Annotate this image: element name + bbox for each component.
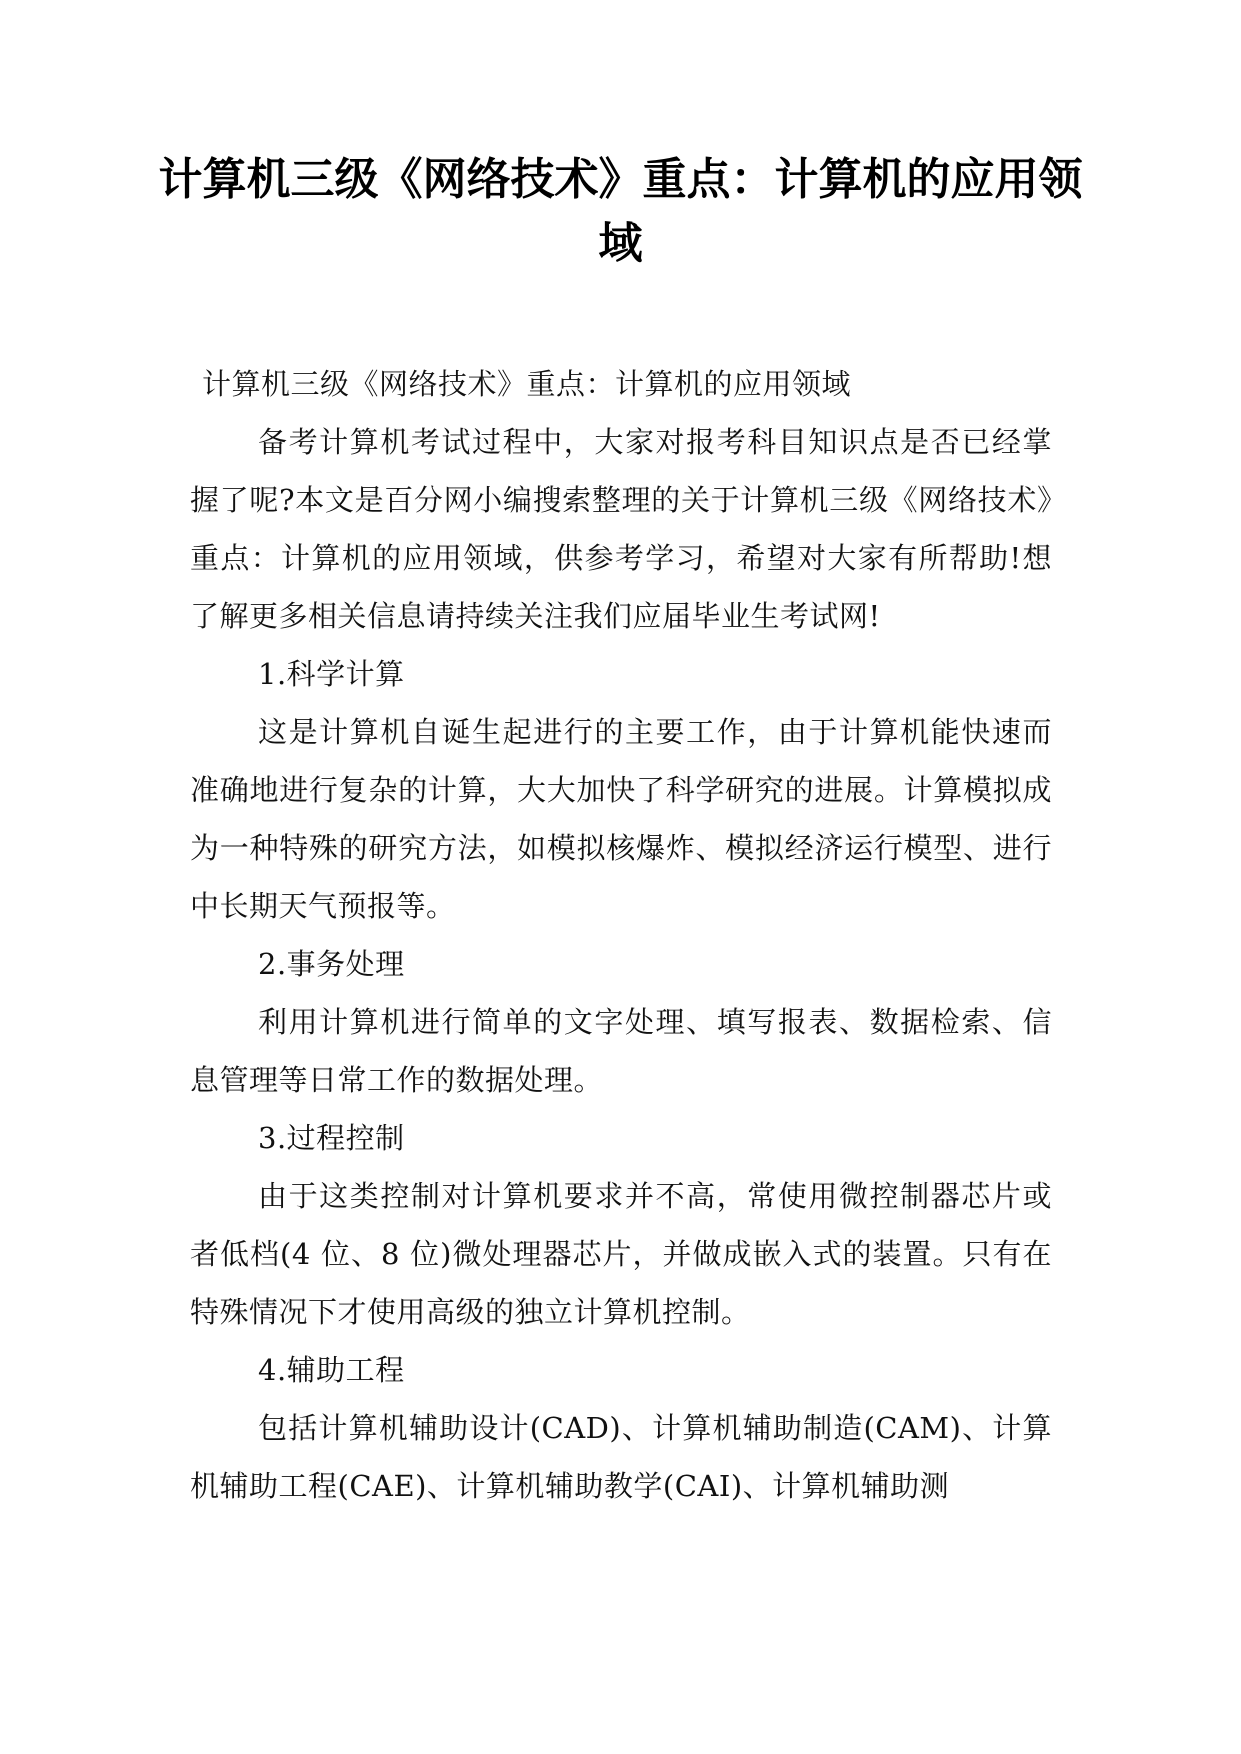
section-heading-transaction-processing: 2.事务处理 (258, 947, 405, 981)
section-heading-scientific-computing: 1.科学计算 (258, 657, 405, 691)
section-paragraph-aided-engineering: 包括计算机辅助设计(CAD)、计算机辅助制造(CAM)、计算机辅助工程(CAE)、计算机辅助教学(CAI)、计算机辅助测 (190, 1411, 1052, 1503)
section-paragraph-scientific-computing: 这是计算机自诞生起进行的主要工作，由于计算机能快速而准确地进行复杂的计算，大大加快了科学研究的进展。计算模拟成为一种特殊的研究方法，如模拟核爆炸、模拟经济运行模型、进行中长期天气预报等。 (190, 715, 1052, 923)
document-body (190, 355, 1052, 1515)
intro-paragraph: 备考计算机考试过程中，大家对报考科目知识点是否已经掌握了呢?本文是百分网小编搜索整理的关于计算机三级《网络技术》重点：计算机的应用领域，供参考学习，希望对大家有所帮助!想了解更多相关信息请持续关注我们应届毕业生考试网! (190, 425, 1052, 633)
section-paragraph-transaction-processing: 利用计算机进行简单的文字处理、填写报表、数据检索、信息管理等日常工作的数据处理。 (190, 1005, 1052, 1097)
section-heading-process-control: 3.过程控制 (258, 1121, 405, 1155)
section-paragraph-process-control: 由于这类控制对计算机要求并不高，常使用微控制器芯片或者低档(4 位、8 位)微处理器芯片，并做成嵌入式的装置。只有在特殊情况下才使用高级的独立计算机控制。 (190, 1179, 1052, 1329)
section-heading-aided-engineering: 4.辅助工程 (258, 1353, 405, 1387)
document-title: 计算机三级《网络技术》重点：计算机的应用领域 (158, 154, 1083, 269)
document-subtitle: 计算机三级《网络技术》重点：计算机的应用领域 (202, 367, 852, 401)
